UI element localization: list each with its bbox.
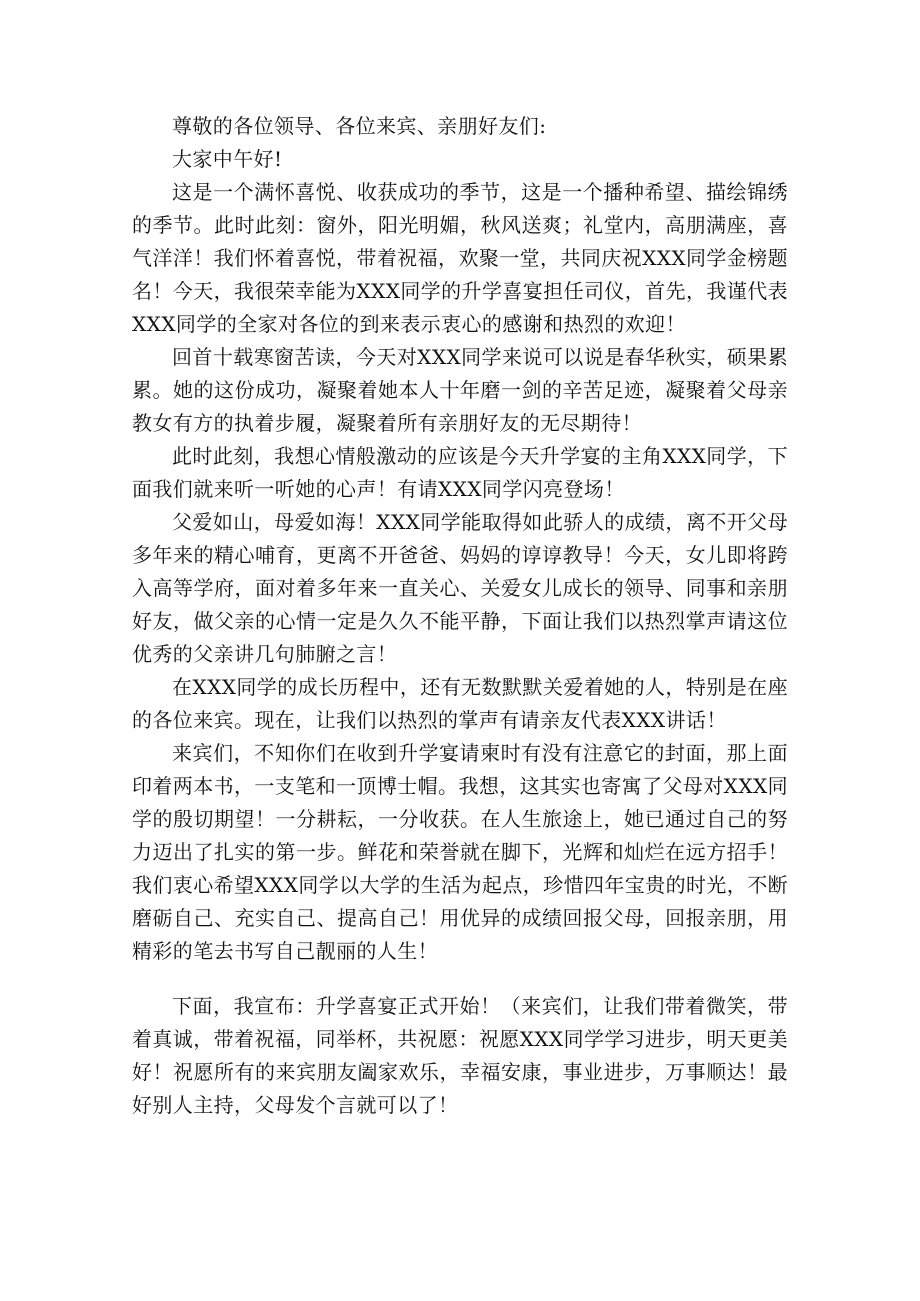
paragraph-season: 这是一个满怀喜悦、收获成功的季节，这是一个播种希望、描绘锦绣的季节。此时此刻：窗外，阳光明媚，秋风送爽；礼堂内，高朋满座，喜气洋洋！我们怀着喜悦，带着祝福，欢聚一堂，共同庆祝XXX同学金榜题名！今天，我很荣幸能为XXX同学的升学喜宴担任司仪，首先，我谨代表XXX同学的全家对各位的到来表示衷心的感谢和热烈的欢迎！ [132,180,788,336]
paragraph-announcement: 下面，我宣布：升学喜宴正式开始！（来宾们，让我们带着微笑，带着真诚，带着祝福，同举杯，共祝愿：祝愿XXX同学学习进步，明天更美好！祝愿所有的来宾朋友阖家欢乐，幸福安康，事业进步，万事顺达！最好别人主持，父母发个言就可以了！ [132,994,788,1117]
salutation: 尊敬的各位领导、各位来宾、亲朋好友们: [172,114,547,138]
greeting: 大家中午好! [172,147,283,171]
paragraph-guests: 来宾们，不知你们在收到升学宴请柬时有没有注意它的封面，那上面印着两本书，一支笔和一顶博士帽。我想，这其实也寄寓了父母对XXX同学的殷切期望！一分耕耘，一分收获。在人生旅途上，她已通过自己的努力迈出了扎实的第一步。鲜花和荣誉就在脚下，光辉和灿烂在远方招手！我们衷心希望XXX同学以大学的生活为起点，珍惜四年宝贵的时光，不断磨砺自己、充实自己、提高自己！用优异的成绩回报父母，回报亲朋，用精彩的笔去书写自己靓丽的人生！ [132,741,788,963]
paragraph-student-invite: 此时此刻，我想心情般激动的应该是今天升学宴的主角XXX同学，下面我们就来听一听她的心声！有请XXX同学闪亮登场！ [132,444,788,501]
paragraph-relatives: 在XXX同学的成长历程中，还有无数默默关爱着她的人，特别是在座的各位来宾。现在，让我们以热烈的掌声有请亲友代表XXX讲话！ [132,675,788,732]
speech-body [132,110,788,1122]
paragraph-retrospect: 回首十载寒窗苦读，今天对XXX同学来说可以说是春华秋实，硕果累累。她的这份成功，凝聚着她本人十年磨一剑的辛苦足迹，凝聚着父母亲教女有方的执着步履，凝聚着所有亲朋好友的无尽期待！ [132,345,788,435]
paragraph-father: 父爱如山，母爱如海！XXX同学能取得如此骄人的成绩，离不开父母多年来的精心哺育，更离不开爸爸、妈妈的谆谆教导！今天，女儿即将跨入高等学府，面对着多年来一直关心、关爱女儿成长的领导、同事和亲朋好友，做父亲的心情一定是久久不能平静，下面让我们以热烈掌声请这位优秀的父亲讲几句肺腑之言！ [132,510,788,666]
